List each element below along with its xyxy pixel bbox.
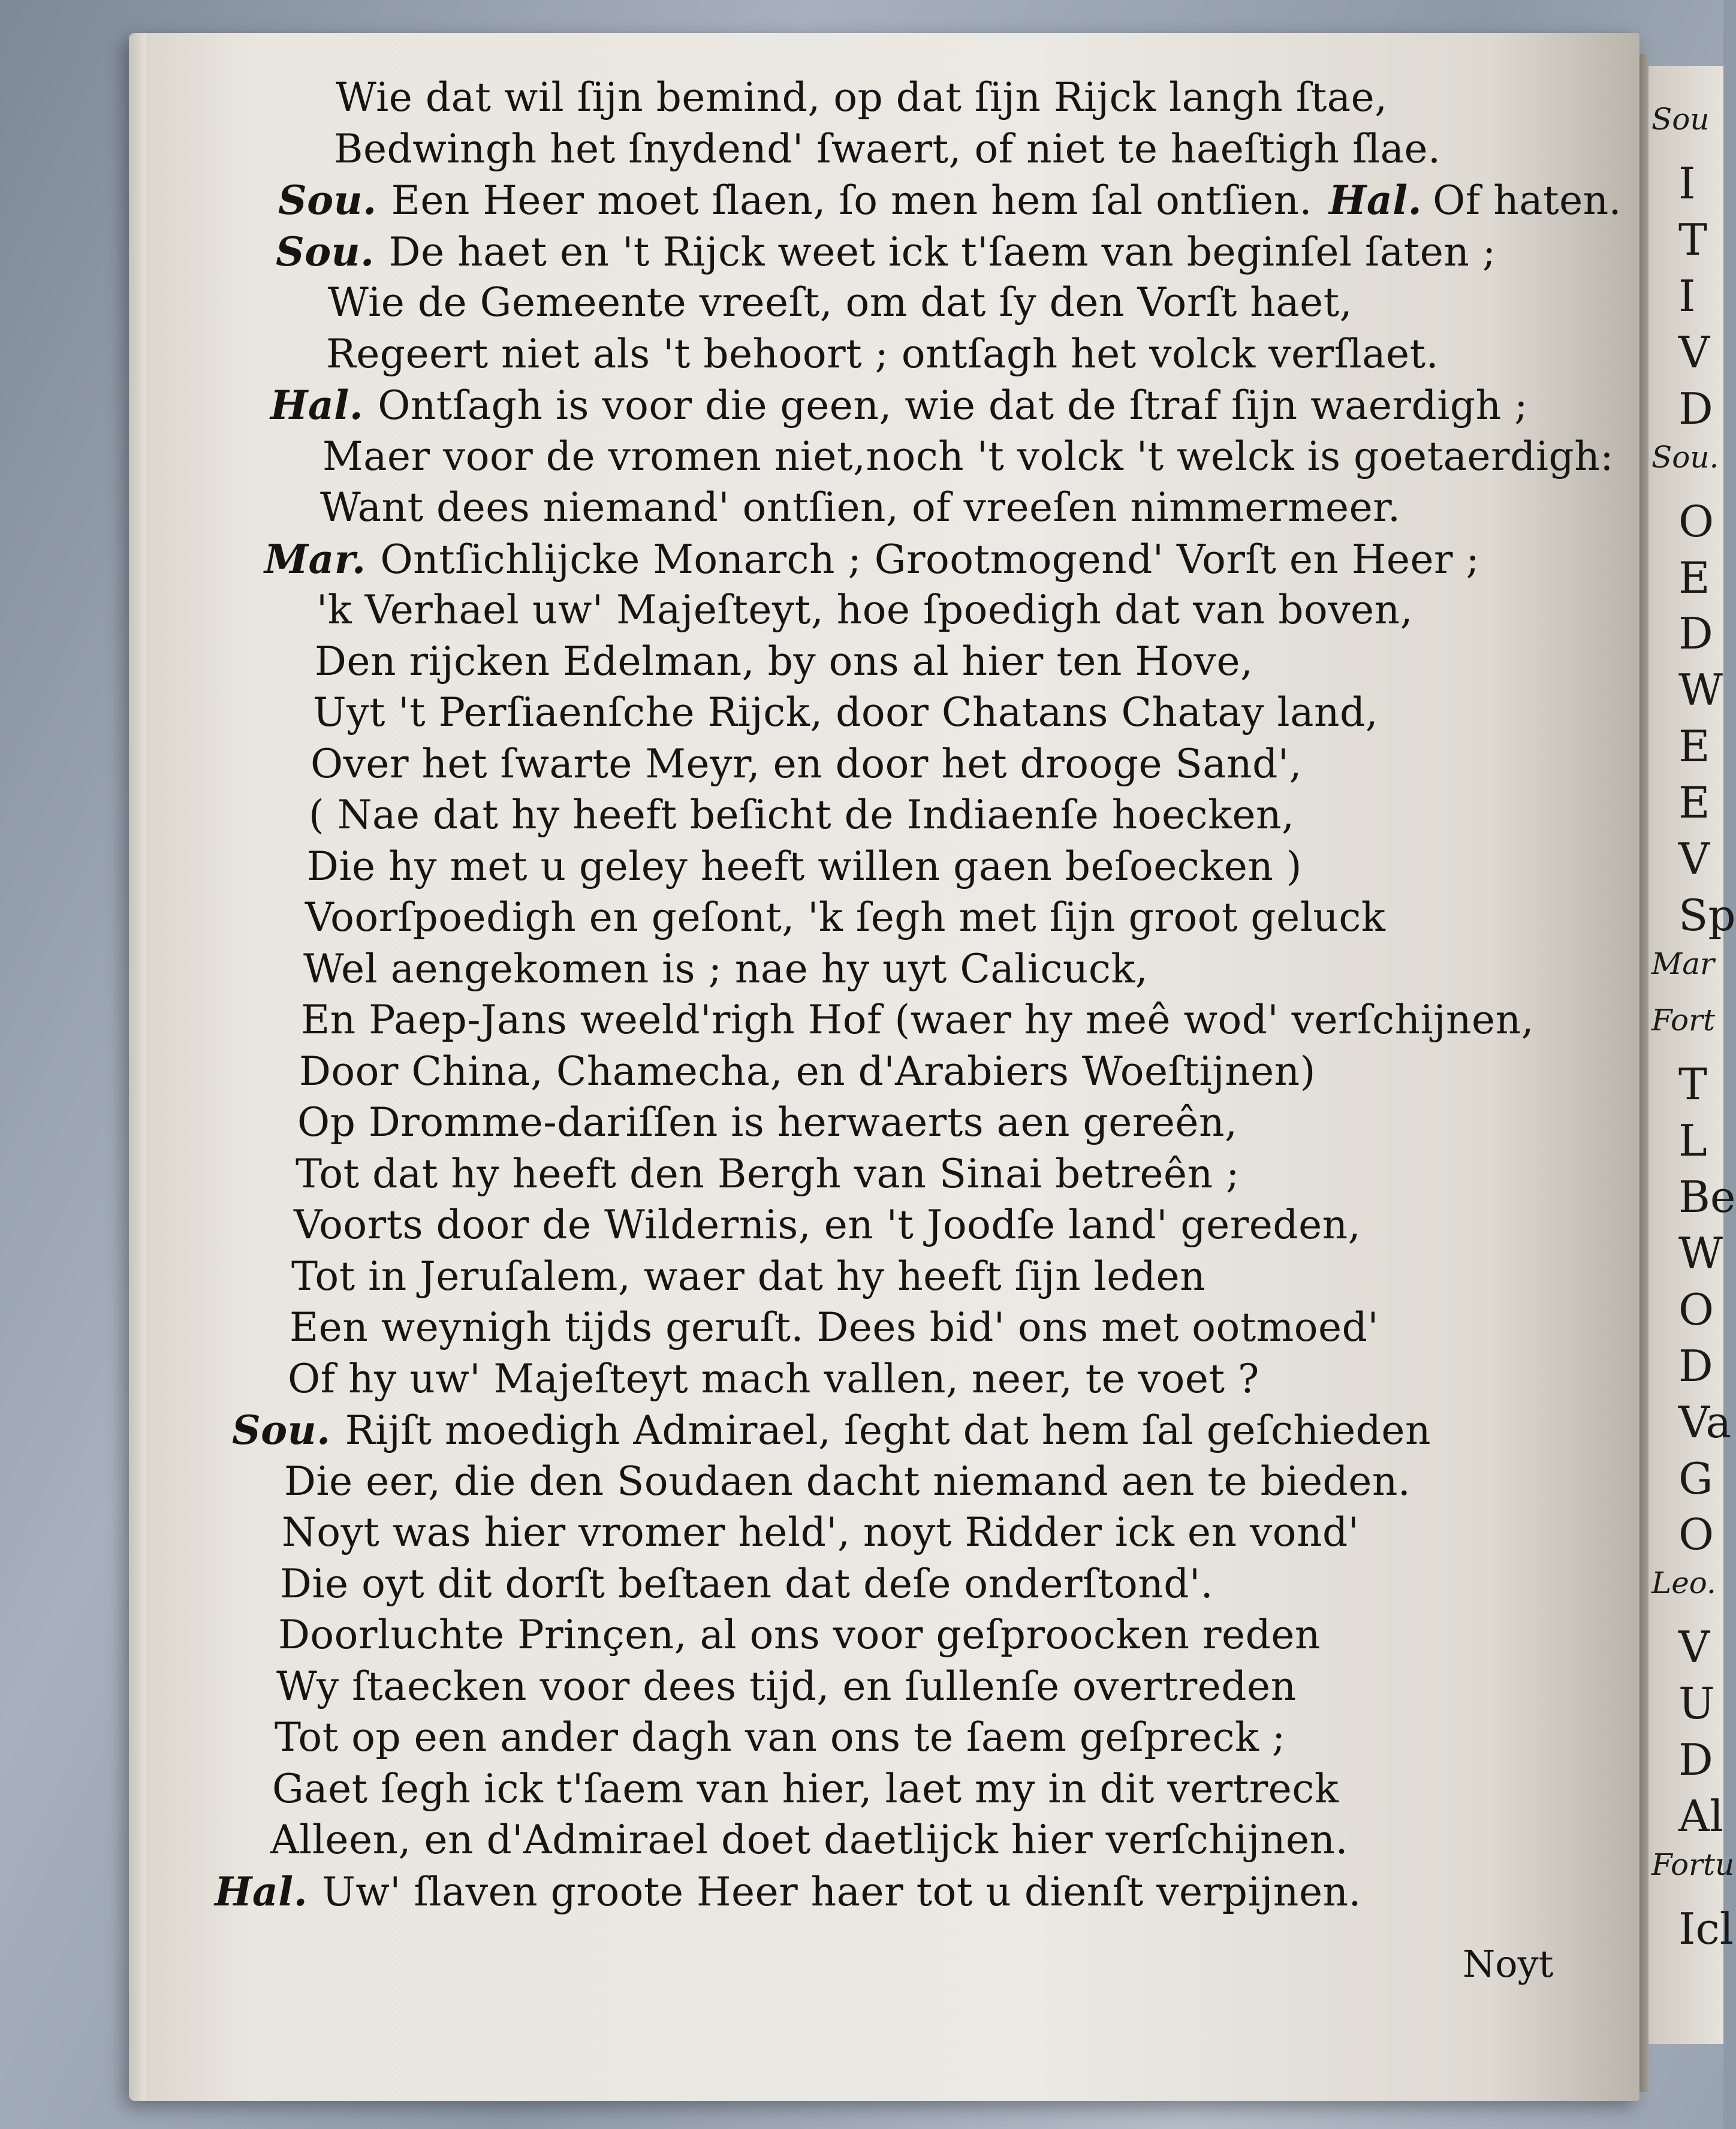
verse-text-run: Die eer, die den Soudaen dacht niemand aen te bieden. <box>284 1458 1411 1504</box>
right-page-fragment: D <box>1678 1735 1713 1785</box>
verse-line <box>317 587 1413 633</box>
right-page-fragment: V <box>1678 834 1710 884</box>
verse-line <box>290 1304 1379 1350</box>
verse-text-run: Een Heer moet ſlaen, ſo men hem ſal ontſien. <box>391 177 1312 224</box>
speaker-label: Hal. <box>1328 177 1422 224</box>
speaker-label: Sou. <box>276 228 375 275</box>
right-page-fragment: O <box>1678 1284 1714 1335</box>
verse-line <box>307 843 1303 889</box>
verse-line <box>313 689 1379 735</box>
verse-line <box>328 279 1353 325</box>
right-page-fragment: O <box>1678 1509 1714 1560</box>
right-page-fragment: Icl <box>1678 1904 1734 1954</box>
verse-text-run: Uw' ſlaven groote Heer haer tot u dienſt verpijnen. <box>322 1869 1361 1915</box>
verse-text-run: Bedwingh het ſnydend' ſwaert, of niet te haeſtigh ſlae. <box>334 126 1441 172</box>
verse-line <box>323 433 1614 480</box>
verse-text-run: Ontſichlijcke Monarch ; Grootmogend' Vorſt en Heer ; <box>380 536 1480 583</box>
verse-text-run: De haet en 't Rijck weet ick t'ſaem van beginſel ſaten ; <box>388 229 1496 275</box>
right-page-fragment: V <box>1678 327 1710 378</box>
verse-text-run: Op Dromme-dariſſen is herwaerts aen gereên, <box>297 1099 1238 1145</box>
right-page-fragment: D <box>1678 608 1713 659</box>
verse-line <box>264 536 1480 583</box>
verse-text-run: Of hy uw' Majeſteyt mach vallen, neer, te voet ? <box>288 1356 1259 1402</box>
right-page-fragment: D <box>1678 1341 1713 1391</box>
verse-text-run: Voorſpoedigh en geſont, 'k ſegh met ſijn groot geluck <box>305 894 1386 940</box>
verse-text-run: Over het ſwarte Meyr, en door het drooge Sand', <box>311 741 1302 787</box>
verse-text-run: Tot op een ander dagh van ons te ſaem geſpreck ; <box>275 1714 1286 1760</box>
verse-line <box>278 177 1622 224</box>
verse-line <box>284 1458 1411 1504</box>
right-page-fragment: W <box>1678 665 1723 715</box>
right-page-fragment: Leo. <box>1651 1566 1716 1600</box>
right-page-fragment: E <box>1678 777 1710 828</box>
right-page-fragment: D <box>1678 384 1713 434</box>
right-page-fragment: E <box>1678 721 1710 771</box>
verse-text-run: 'k Verhael uw' Majeſteyt, hoe ſpoedigh dat van boven, <box>317 587 1413 633</box>
right-page-fragment: T <box>1678 215 1708 265</box>
verse-line <box>303 946 1149 992</box>
verse-text-run: Wie dat wil ſijn bemind, op dat ſijn Rijck langh ſtae, <box>336 74 1388 120</box>
right-page-fragment: T <box>1678 1059 1708 1109</box>
verse-text-run: Die hy met u geley heeft willen gaen beſoecken ) <box>307 843 1303 889</box>
speaker-label: Hal. <box>270 382 364 429</box>
verse-line <box>275 1714 1286 1760</box>
right-page-fragment: Sou <box>1651 102 1710 137</box>
verse-line <box>270 1817 1349 1863</box>
verse-line <box>280 1561 1214 1607</box>
verse-text-run: Tot in Jeruſalem, waer dat hy heeft ſijn leden <box>291 1253 1206 1299</box>
verse-text-run: Ontſagh is voor die geen, wie dat de ſtraf ſijn waerdigh ; <box>378 382 1528 429</box>
right-page-fragment: E <box>1678 553 1710 603</box>
page-edge <box>129 33 146 2101</box>
right-page-fragment: Be <box>1678 1172 1736 1222</box>
verse-text-run: Wie de Gemeente vreeſt, om dat ſy den Vorſt haet, <box>328 279 1353 325</box>
catchword: Noyt <box>1463 1942 1554 1986</box>
verse-text-run: Een weynigh tijds geruſt. Dees bid' ons met ootmoed' <box>290 1304 1379 1350</box>
verse-line <box>232 1407 1431 1453</box>
verse-line <box>326 331 1439 377</box>
verse-text-run: Maer voor de vromen niet,noch 't volck 't welck is goetaerdigh: <box>323 433 1614 480</box>
verse-line <box>291 1253 1206 1299</box>
right-page-fragment: L <box>1678 1115 1707 1166</box>
verse-line <box>320 484 1401 530</box>
verse-line <box>215 1868 1361 1915</box>
right-page-fragment: I <box>1678 271 1696 321</box>
right-page-fragment: V <box>1678 1622 1710 1672</box>
verse-text-run: Door China, Chamecha, en d'Arabiers Woeſtijnen) <box>299 1048 1316 1094</box>
verse-line <box>315 638 1253 684</box>
verse-line <box>276 1663 1297 1709</box>
speaker-label: Hal. <box>215 1868 308 1915</box>
right-page-fragment: U <box>1678 1678 1715 1729</box>
verse-line <box>296 1151 1240 1197</box>
right-page-fragment: Sp <box>1678 890 1736 940</box>
right-page-fragment: O <box>1678 496 1714 547</box>
speaker-label: Sou. <box>278 177 377 224</box>
right-page-fragment: Al <box>1678 1791 1724 1841</box>
verse-text-run: Of haten. <box>1433 177 1622 224</box>
verse-text-run: Die oyt dit dorſt beſtaen dat deſe onderſtond'. <box>280 1561 1214 1607</box>
verse-line <box>301 997 1535 1043</box>
verse-line <box>336 74 1388 120</box>
verse-text-run: Noyt was hier vromer held', noyt Ridder ick en vond' <box>282 1509 1360 1555</box>
speaker-label: Mar. <box>264 536 366 583</box>
right-page-fragment: I <box>1678 158 1696 209</box>
verse-text-run: ( Nae dat hy heeft beſicht de Indiaenſe hoecken, <box>309 792 1295 838</box>
verse-text-run: Want dees niemand' ontſien, of vreeſen nimmermeer. <box>320 484 1401 530</box>
verse-line <box>276 228 1496 275</box>
right-page-fragment: Mar <box>1651 946 1714 981</box>
verse-line <box>272 1766 1339 1812</box>
verse-text-run: En Paep-Jans weeld'righ Hof (waer hy meê wod' verſchijnen, <box>301 997 1535 1043</box>
verse-line <box>311 741 1302 787</box>
verse-text-run: Wel aengekomen is ; nae hy uyt Calicuck, <box>303 946 1149 992</box>
verse-text-run: Regeert niet als 't behoort ; ontſagh het volck verſlaet. <box>326 331 1439 377</box>
verse-line <box>278 1612 1321 1658</box>
verse-line <box>294 1202 1361 1248</box>
verse-text-run: Alleen, en d'Admirael doet daetlijck hier verſchijnen. <box>270 1817 1349 1863</box>
right-page-fragment: Va <box>1678 1397 1732 1448</box>
verse-text-run: Rijſt moedigh Admirael, ſeght dat hem ſal geſchieden <box>345 1407 1431 1453</box>
verse-text-run: Den rijcken Edelman, by ons al hier ten Hove, <box>315 638 1253 684</box>
right-page-fragment: Fortu <box>1651 1847 1735 1882</box>
verse-line <box>305 894 1386 940</box>
verse-line <box>334 126 1441 172</box>
verse-text-run: Voorts door de Wildernis, en 't Joodſe land' gereden, <box>294 1202 1361 1248</box>
right-page-fragment: Fort <box>1651 1003 1716 1038</box>
verse-text-run: Uyt 't Perſiaenſche Rijck, door Chatans Chatay land, <box>313 689 1379 735</box>
verse-line <box>270 382 1528 429</box>
verse-text-run: Doorluchte Prinçen, al ons voor geſproocken reden <box>278 1612 1321 1658</box>
right-page-fragment: G <box>1678 1453 1713 1504</box>
right-page-fragment: Sou. <box>1651 440 1719 475</box>
verse-line <box>288 1356 1259 1402</box>
speaker-label: Sou. <box>232 1407 331 1453</box>
verse-line <box>309 792 1295 838</box>
verse-line <box>297 1099 1238 1145</box>
verse-text-run: Wy ſtaecken voor dees tijd, en ſullenſe overtreden <box>276 1663 1297 1709</box>
verse-line <box>282 1509 1360 1555</box>
right-page-fragment: W <box>1678 1228 1723 1278</box>
verse-text-run: Gaet ſegh ick t'ſaem van hier, laet my in dit vertreck <box>272 1766 1339 1812</box>
verse-line <box>299 1048 1316 1094</box>
verse-text-run: Tot dat hy heeft den Bergh van Sinai betreên ; <box>296 1151 1240 1197</box>
